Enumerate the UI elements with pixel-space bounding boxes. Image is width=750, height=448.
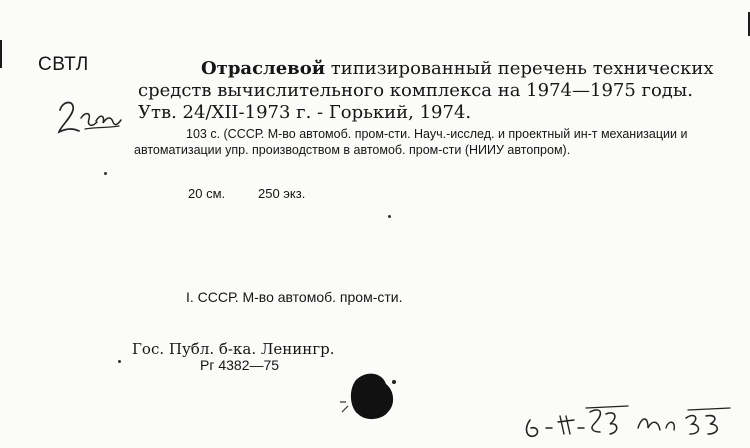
copies: 250 экз. <box>258 186 306 201</box>
call-number: Рг 4382—75 <box>200 357 280 373</box>
speck-3 <box>118 360 121 363</box>
card-title <box>138 58 728 124</box>
speck-1 <box>104 172 107 175</box>
tracing: I. СССР. М-во автомоб. пром-сти. <box>186 289 403 305</box>
title-lead: Отраслевой <box>201 58 326 79</box>
left-edge-mark <box>0 40 2 68</box>
speck-2 <box>388 215 391 218</box>
holder-library: Гос. Публ. б-ка. Ленингр. <box>132 340 335 358</box>
shelf-mark: СВТЛ <box>38 54 89 75</box>
card-description: 103 с. (СССР. М-во автомоб. пром-сти. Науч.-исслед. и проектный ин-т механизации и автоматизации упр. производством в автомоб. пром-сти (НИИУ автопром). <box>134 127 688 157</box>
ink-blot-icon <box>338 366 408 426</box>
handwritten-copies-mark <box>55 98 125 138</box>
title-rest: типизированный перечень технических средств вычислительного комплекса на 1974—1975 годы. Утв. 24/XII-1973 г. - Горький, 1974. <box>138 58 714 123</box>
dimensions: 20 см. <box>188 186 226 201</box>
handwritten-date-note <box>520 398 735 444</box>
